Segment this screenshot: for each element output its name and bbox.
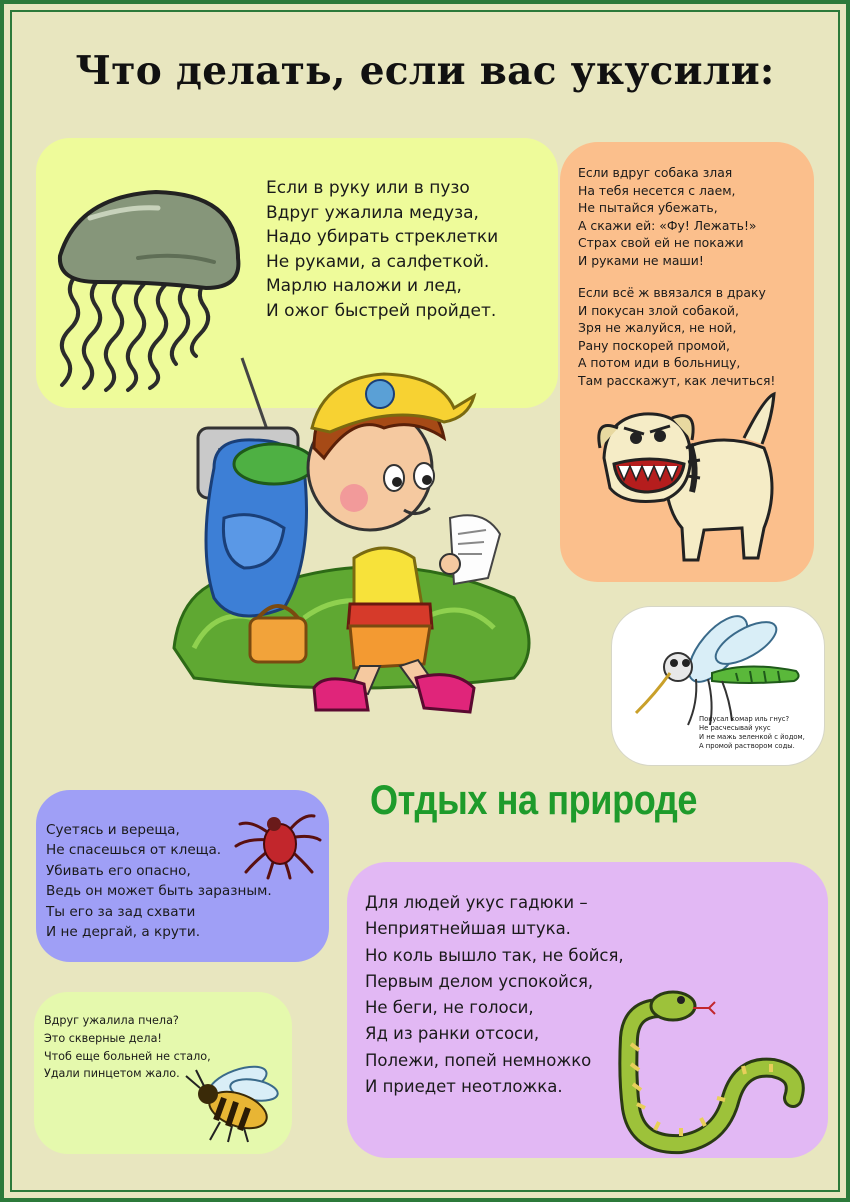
bee-card [34,992,292,1154]
snake-card [347,862,828,1158]
section-heading: Отдых на природе [370,776,698,823]
bee-verse: Вдруг ужалила пчела? Это скверные дела! Чтоб еще больней не стало, Удали пинцетом жало. [44,1014,211,1081]
tick-card [36,790,329,962]
tick-verse: Суетясь и вереща, Не спасешься от клеща. Убивать его опасно, Ведь он может быть заразным. Ты его за зад схвати И не дергай, а крути. [46,822,272,941]
mosquito-card [611,606,825,766]
dog-verse-1: Если вдруг собака злая На тебя несется с лаем, Не пытайся убежать, А скажи ей: «Фу! Лежать!» Страх свой ей не покажи И руками не маши! [578,165,757,268]
jellyfish-verse: Если в руку или в пузо Вдруг ужалила медуза, Надо убирать стреклетки Не руками, а салфеткой. Марлю наложи и лед, И ожог быстрей пройдет. [266,178,499,321]
bee-icon [180,1060,290,1144]
tick-icon [232,800,322,880]
dog-verse-2: Если всё ж ввязался в драку И покусан злой собакой, Зря не жалуйся, не ной, Рану поскорей промой, А потом иди в больницу, Там расскажут, как лечиться! [578,285,776,388]
angry-dog-icon [594,388,794,568]
page-title: Что делать, если вас укусили: [75,48,775,94]
snake-verse: Для людей укус гадюки – Неприятнейшая штука. Но коль вышло так, не бойся, Первым делом успокойся, Не беги, не голоси, Яд из ранки отсоси, Полежи, попей немножко И приедет неотложка. [365,893,624,1097]
hiker-boy-icon [154,348,554,738]
mosquito-verse: Покусал комар иль гнус? Не расчесывай укус И не мажь зеленкой с йодом, А промой раствором соды. [699,715,805,750]
snake-icon [601,988,825,1158]
dog-card [560,142,814,582]
